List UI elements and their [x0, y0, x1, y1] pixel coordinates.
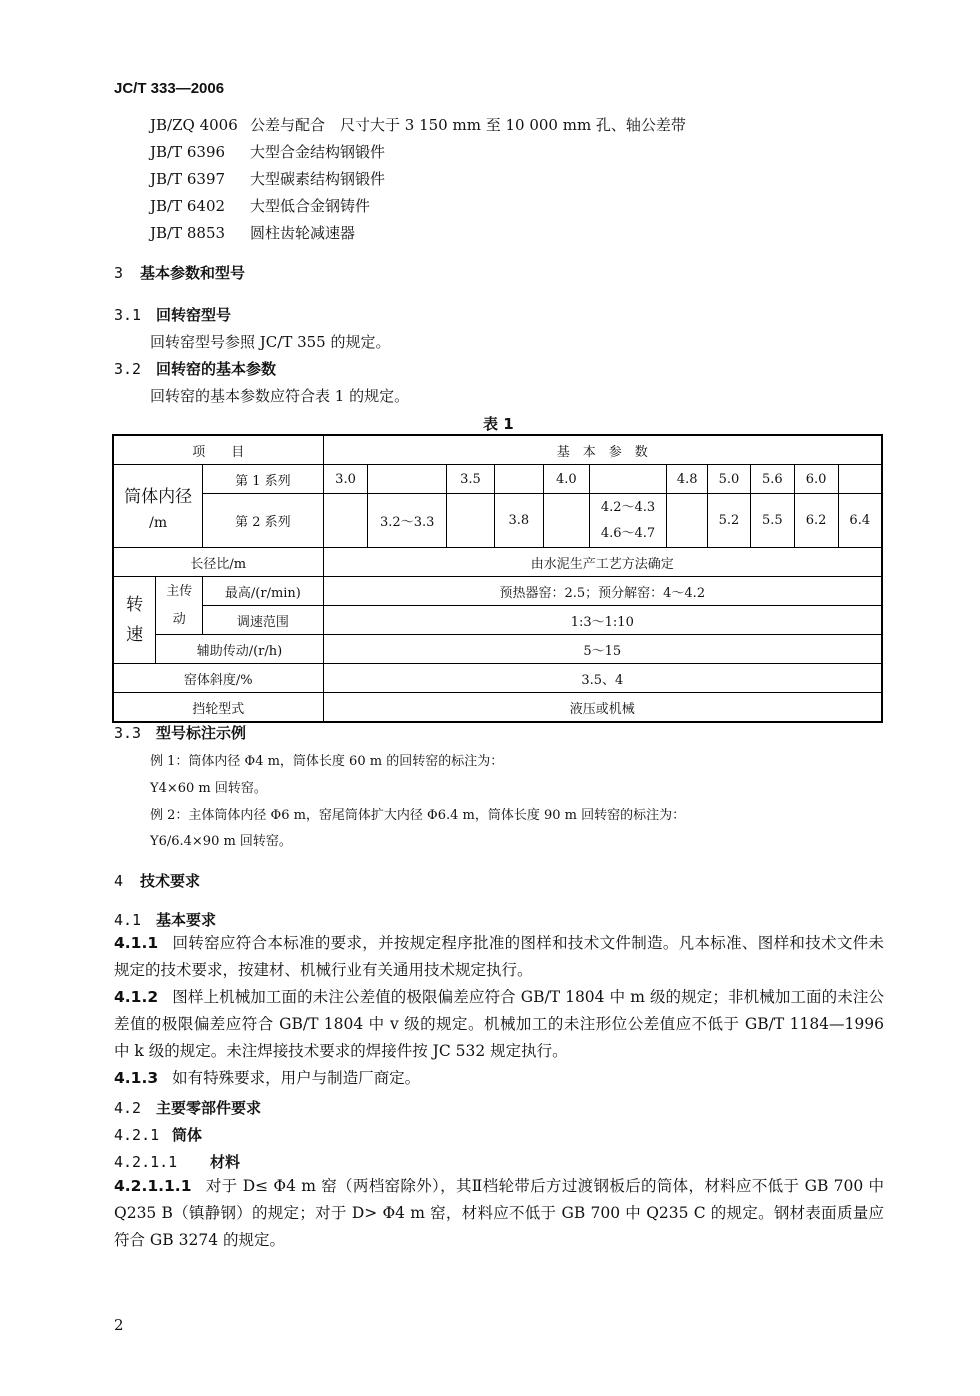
table-cell	[589, 465, 667, 494]
reference-title: 大型低合金钢铸件	[250, 197, 371, 215]
table-cell: 3.5	[446, 465, 494, 494]
reference-code: JB/T 6402	[150, 197, 226, 215]
example-line: 例 1：筒体内径 Φ4 m，筒体长度 60 m 的回转窑的标注为：	[150, 754, 504, 769]
section-title: 技术要求	[140, 872, 201, 890]
table-cell: 4.8	[667, 465, 708, 494]
paragraph: 回转窑的基本参数应符合表 1 的规定。	[150, 387, 410, 405]
section-title: 型号标注示例	[156, 724, 247, 742]
table-cell: 5.2	[708, 494, 751, 548]
section-heading	[114, 722, 246, 743]
reference-code: JB/T 6396	[150, 143, 226, 161]
ratio-value: 由水泥生产工艺方法确定	[323, 548, 882, 577]
reference-item	[150, 168, 385, 189]
section-title: 回转窑型号	[156, 306, 232, 324]
table-cell: 6.2	[794, 494, 838, 548]
max-speed-value: 预热器窑：2.5；预分解窑：4～4.2	[323, 577, 882, 606]
clause-number: 4.1.3	[114, 1069, 159, 1087]
table-cell	[368, 465, 447, 494]
clause-number: 4.1.1	[114, 934, 159, 952]
paragraph: 回转窑型号参照 JC/T 355 的规定。	[150, 333, 391, 351]
series2-label: 第 2 系列	[203, 494, 323, 548]
section-heading	[114, 1151, 240, 1172]
reference-title: 大型合金结构钢锻件	[250, 143, 386, 161]
parameter-table	[112, 434, 883, 723]
table-cell: 5.6	[750, 465, 794, 494]
clause-text: 对于 D≤ Φ4 m 窑（两档窑除外），其Ⅱ档轮带后方过渡钢板后的筒体，材料应不低于 GB 700 中 Q235 B（镇静钢）的规定；对于 D> Φ4 m 窑，材料应不低于 GB 700 中 Q235 C 的规定。钢材表面质量应符合 GB 3274 的规定。	[114, 1177, 884, 1249]
table-header-param: 基 本 参 数	[323, 435, 882, 465]
clause-text: 如有特殊要求，用户与制造厂商定。	[172, 1069, 421, 1087]
table-cell: 5.0	[708, 465, 751, 494]
thrust-roller-value: 液压或机械	[323, 693, 882, 723]
section-number: 3.1	[114, 306, 142, 324]
clause-number: 4.2.1.1.1	[114, 1177, 192, 1195]
section-title: 基本参数和型号	[140, 264, 246, 282]
table-cell	[494, 465, 543, 494]
section-number: 4.2	[114, 1099, 142, 1117]
paragraph	[114, 984, 884, 1065]
section-title: 回转窑的基本参数	[156, 360, 277, 378]
speed-label: 转 速	[113, 577, 156, 664]
section-heading	[114, 909, 216, 930]
section-number: 3	[114, 264, 124, 282]
section-heading	[114, 358, 276, 379]
section-heading	[114, 870, 200, 891]
section-title: 主要零部件要求	[156, 1099, 262, 1117]
table-header-item: 项 目	[113, 435, 323, 465]
table-cell	[446, 494, 494, 548]
slope-label: 窑体斜度/%	[113, 664, 323, 693]
table-cell	[838, 465, 882, 494]
reference-item	[150, 114, 686, 135]
section-number: 4.2.1.1	[114, 1153, 178, 1171]
table-cell: 6.0	[794, 465, 838, 494]
aux-drive-label: 辅助传动/(r/h)	[156, 635, 323, 664]
section-title: 筒体	[172, 1126, 203, 1144]
section-heading	[114, 262, 245, 283]
section-number: 3.2	[114, 360, 142, 378]
example-line: Y4×60 m 回转窑。	[150, 781, 267, 796]
page-number: 2	[114, 1316, 124, 1334]
table-cell	[667, 494, 708, 548]
reference-item	[150, 141, 385, 162]
paragraph	[114, 1065, 884, 1092]
max-speed-label: 最高/(r/min)	[203, 577, 323, 606]
clause-text: 回转窑应符合本标准的要求，并按规定程序批准的图样和技术文件制造。凡本标准、图样和技术文件未规定的技术要求，按建材、机械行业有关通用技术规定执行。	[114, 934, 884, 979]
example-line: Y6/6.4×90 m 回转窑。	[150, 834, 292, 849]
main-drive-label: 主传 动	[156, 577, 203, 635]
speed-range-label: 调速范围	[203, 606, 323, 635]
reference-title: 圆柱齿轮减速器	[250, 224, 356, 242]
table-cell: 3.0	[323, 465, 368, 494]
slope-value: 3.5、4	[323, 664, 882, 693]
document-header: JC/T 333—2006	[114, 80, 225, 97]
clause-text: 图样上机械加工面的未注公差值的极限偏差应符合 GB/T 1804 中 m 级的规定；非机械加工面的未注公差值的极限偏差应符合 GB/T 1804 中 v 级的规定。机械加工的未注形位公差值应不低于 GB/T 1184—1996 中 k 级的规定。未注焊接技术要求的焊接件按 JC 532 规定执行。	[114, 988, 884, 1060]
section-title: 材料	[210, 1153, 241, 1171]
table-cell: 4.2～4.3 4.6～4.7	[589, 494, 667, 548]
thrust-roller-label: 挡轮型式	[113, 693, 323, 723]
example-line: 例 2：主体筒体内径 Φ6 m，窑尾筒体扩大内径 Φ6.4 m，筒体长度 90 m 回转窑的标注为：	[150, 808, 686, 823]
reference-title: 公差与配合 尺寸大于 3 150 mm 至 10 000 mm 孔、轴公差带	[250, 116, 686, 134]
clause-number: 4.1.2	[114, 988, 159, 1006]
section-number: 4	[114, 872, 124, 890]
reference-item	[150, 222, 355, 243]
table-cell: 6.4	[838, 494, 882, 548]
paragraph	[114, 930, 884, 984]
section-heading	[114, 1124, 202, 1145]
table-cell: 3.2～3.3	[368, 494, 447, 548]
section-number: 4.1	[114, 911, 142, 929]
reference-title: 大型碳素结构钢锻件	[250, 170, 386, 188]
table-cell: 4.0	[543, 465, 589, 494]
table-caption: 表 1	[483, 415, 514, 433]
paragraph	[114, 1173, 884, 1254]
table-cell: 5.5	[750, 494, 794, 548]
speed-range-value: 1:3～1:10	[323, 606, 882, 635]
table-cell: 3.8	[494, 494, 543, 548]
section-heading	[114, 1097, 261, 1118]
section-number: 4.2.1	[114, 1126, 160, 1144]
section-title: 基本要求	[156, 911, 217, 929]
section-number: 3.3	[114, 724, 142, 742]
aux-drive-value: 5～15	[323, 635, 882, 664]
table-cell	[323, 494, 368, 548]
series1-label: 第 1 系列	[203, 465, 323, 494]
ratio-label: 长径比/m	[113, 548, 323, 577]
reference-code: JB/T 8853	[150, 224, 226, 242]
reference-code: JB/T 6397	[150, 170, 226, 188]
section-heading	[114, 304, 231, 325]
diameter-label: 筒体内径 /m	[113, 465, 203, 548]
reference-item	[150, 195, 370, 216]
reference-code: JB/ZQ 4006	[150, 116, 238, 134]
table-cell	[543, 494, 589, 548]
